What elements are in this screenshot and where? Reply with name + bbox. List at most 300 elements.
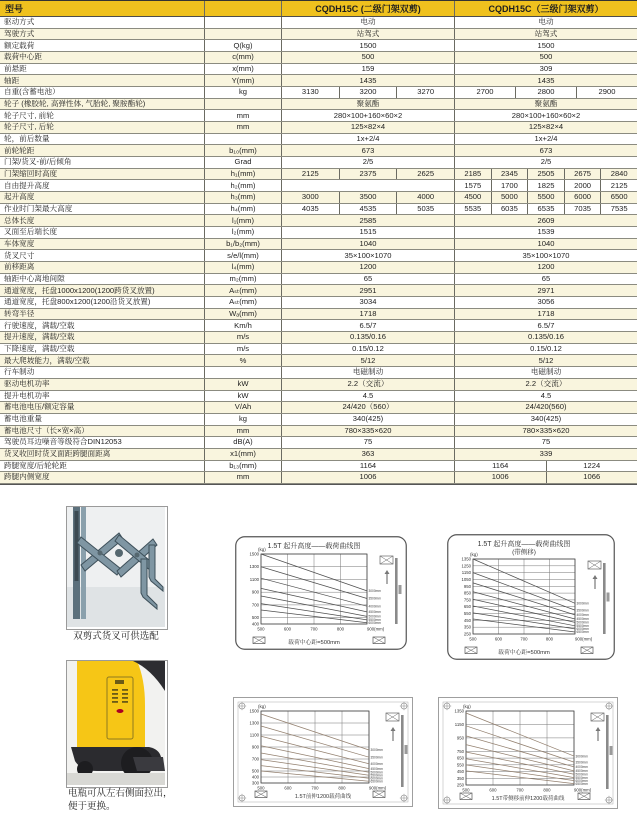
svg-text:1300: 1300 — [249, 720, 259, 726]
spec-row — [0, 355, 637, 367]
svg-text:1250: 1250 — [461, 563, 471, 569]
battery-illustration — [67, 661, 165, 785]
spec-unit: x1(mm) — [205, 449, 282, 460]
spec-value-b: 2.2（交流） — [525, 379, 567, 389]
svg-text:450: 450 — [463, 617, 471, 623]
spec-unit — [205, 29, 282, 40]
svg-text:700: 700 — [311, 785, 319, 791]
spec-subvalue: 3500 — [339, 192, 397, 203]
svg-text:(kg): (kg) — [258, 704, 266, 709]
spec-value-b — [455, 180, 637, 191]
spec-label: 驱动方式 — [0, 17, 205, 28]
load-curve-chart-4 — [438, 697, 618, 809]
spec-subvalue: 4000 — [396, 192, 454, 203]
svg-text:4000mm: 4000mm — [576, 613, 589, 618]
spec-value-a: 500 — [282, 52, 455, 63]
svg-text:600: 600 — [283, 626, 292, 632]
spec-label: 提升速度，满载/空载 — [0, 332, 205, 343]
svg-text:400: 400 — [251, 774, 259, 780]
svg-text:4000mm: 4000mm — [368, 604, 381, 609]
spec-value-b: 280×100+160×60×2 — [511, 110, 581, 120]
spec-value-a: 站驾式 — [282, 29, 455, 40]
spec-value-a: 2951 — [282, 285, 455, 296]
spec-value-a: 电磁制动 — [282, 367, 455, 378]
spec-subvalue: 2840 — [600, 169, 637, 180]
spec-subvalue: 4035 — [301, 203, 319, 213]
svg-text:1350: 1350 — [454, 708, 464, 714]
spec-subvalue: 2375 — [339, 169, 397, 180]
spec-unit: Y(mm) — [205, 75, 282, 86]
spec-label: 货叉尺寸 — [0, 250, 205, 261]
spec-value-b: 0.135/0.16 — [528, 332, 564, 342]
spec-label: 前轮轮距 — [0, 145, 205, 156]
svg-text:600: 600 — [284, 785, 292, 791]
svg-text:3500mm: 3500mm — [575, 760, 588, 765]
spec-value-a — [282, 204, 455, 215]
svg-text:4000mm: 4000mm — [370, 762, 383, 766]
spec-row — [0, 461, 637, 473]
spec-row — [0, 180, 637, 192]
spec-value-a: 0.15/0.12 — [282, 344, 455, 355]
spec-subvalue: 1006 — [491, 472, 509, 482]
svg-text:3000mm: 3000mm — [368, 589, 381, 594]
spec-row — [0, 75, 637, 87]
spec-subvalue: 2675 — [564, 169, 601, 180]
spec-value-a: 5/12 — [282, 355, 455, 366]
spec-row — [0, 99, 637, 111]
spec-unit: l₄(mm) — [205, 262, 282, 273]
svg-text:650: 650 — [456, 755, 464, 761]
spec-row — [0, 344, 637, 356]
spec-subvalue: 2505 — [527, 169, 564, 180]
spec-unit: mm — [205, 110, 282, 121]
spec-unit: x(mm) — [205, 64, 282, 75]
spec-row — [0, 426, 637, 438]
spec-row — [0, 169, 637, 181]
spec-unit: kg — [205, 87, 282, 98]
svg-text:550: 550 — [456, 762, 464, 768]
spec-row — [0, 64, 637, 76]
spec-label: 通道宽度，托盘1000x1200(1200跨货叉放置) — [0, 285, 205, 296]
spec-label: 通道宽度，托盘800x1200(1200沿货叉放置) — [0, 297, 205, 308]
spec-value-a: 1718 — [282, 309, 455, 320]
svg-text:450: 450 — [456, 769, 464, 775]
svg-text:6500mm: 6500mm — [370, 779, 383, 784]
spec-unit — [205, 367, 282, 378]
svg-text:1350: 1350 — [461, 556, 471, 562]
battery-photo — [66, 660, 168, 788]
svg-text:5000mm: 5000mm — [576, 620, 589, 625]
spec-row — [0, 367, 637, 379]
spec-unit: Aₛₜ(mm) — [205, 285, 282, 296]
spec-value-b: 2/5 — [540, 157, 552, 167]
spec-value-b: 24/420(560) — [525, 402, 567, 412]
svg-text:900(mm): 900(mm) — [574, 787, 592, 793]
spec-value-b: 2971 — [537, 285, 555, 295]
svg-text:3500mm: 3500mm — [576, 608, 589, 613]
spec-unit: Km/h — [205, 320, 282, 331]
svg-text:3000mm: 3000mm — [575, 754, 588, 759]
chart-caption: 载荷中心距=500mm — [288, 640, 340, 646]
spec-value-b: 65 — [541, 273, 551, 283]
spec-label: 蓄电池尺寸（长×宽×高） — [0, 426, 205, 437]
spec-unit: Grad — [205, 157, 282, 168]
spec-value-a: 4.5 — [282, 391, 455, 402]
spec-row — [0, 414, 637, 426]
spec-row — [0, 40, 637, 52]
spec-label: 作业时门架最大高度 — [0, 204, 205, 215]
spec-subvalue: 5035 — [396, 204, 454, 215]
spec-subvalue: 1164 — [492, 460, 509, 470]
spec-subvalue: 1224 — [546, 461, 637, 472]
spec-value-a: 363 — [282, 449, 455, 460]
spec-row — [0, 437, 637, 449]
spec-unit: m₂(mm) — [205, 274, 282, 285]
svg-text:300: 300 — [251, 780, 259, 786]
spec-subvalue: 2125 — [600, 180, 637, 191]
spec-label: 叉面至后端长度 — [0, 227, 205, 238]
spec-label: 行驶速度，满载/空载 — [0, 320, 205, 331]
spec-unit: s/e/l(mm) — [205, 250, 282, 261]
spec-row — [0, 239, 637, 251]
svg-text:1300: 1300 — [249, 564, 259, 570]
spec-value-a: 125×82×4 — [282, 122, 455, 133]
spec-row — [0, 110, 637, 122]
spec-label: 自重(含蓄电池） — [0, 87, 205, 98]
spec-subvalue: 4500 — [464, 192, 482, 202]
spec-row — [0, 87, 637, 99]
spec-unit: mm — [205, 122, 282, 133]
svg-text:600: 600 — [494, 636, 503, 642]
spec-label: 门架/货叉-前/后倾角 — [0, 157, 205, 168]
spec-value-b: 1539 — [537, 227, 555, 237]
svg-text:950: 950 — [456, 735, 464, 741]
spec-subvalue: 6535 — [527, 204, 564, 215]
svg-text:500: 500 — [257, 626, 265, 632]
model-header: 型号 — [0, 1, 205, 16]
spec-label: 前悬距 — [0, 64, 205, 75]
svg-text:5500mm: 5500mm — [576, 624, 589, 629]
spec-row — [0, 122, 637, 134]
spec-value-a: 聚氨酯 — [282, 99, 455, 110]
spec-value-a: 1200 — [282, 262, 455, 273]
spec-value-b: 1x+2/4 — [534, 133, 558, 143]
spec-value-a: 电动 — [282, 17, 455, 28]
spec-subvalue: 1825 — [527, 180, 564, 191]
spec-unit — [205, 99, 282, 110]
curve-top-left — [235, 536, 407, 650]
spec-subvalue: 5500 — [527, 192, 564, 203]
svg-text:900(mm): 900(mm) — [369, 785, 387, 791]
svg-text:5500mm: 5500mm — [368, 618, 381, 623]
svg-text:1100: 1100 — [249, 576, 259, 582]
spec-value-a: 2.2（交流） — [282, 379, 455, 390]
svg-text:(带侧移): (带侧移) — [512, 549, 536, 556]
svg-text:5000mm: 5000mm — [368, 614, 381, 619]
svg-text:900: 900 — [251, 744, 259, 750]
svg-text:6000mm: 6000mm — [370, 776, 383, 781]
svg-text:6500mm: 6500mm — [576, 630, 589, 635]
spec-subvalue: 7535 — [600, 204, 637, 215]
spec-unit: l₂(mm) — [205, 227, 282, 238]
svg-text:850: 850 — [463, 590, 471, 596]
spec-row — [0, 29, 637, 41]
svg-text:600: 600 — [489, 787, 497, 793]
svg-text:350: 350 — [463, 624, 471, 630]
svg-text:400: 400 — [251, 621, 259, 627]
spec-value-b: 1435 — [537, 75, 555, 85]
spec-value-b: 340(425) — [530, 414, 562, 424]
spec-unit: h₁(mm) — [205, 169, 282, 180]
svg-text:900(mm): 900(mm) — [575, 636, 593, 642]
svg-text:5500mm: 5500mm — [370, 773, 383, 778]
spec-label: 轴距 — [0, 75, 205, 86]
svg-text:900: 900 — [251, 589, 259, 595]
spec-subvalue: 1575 — [464, 180, 482, 190]
spec-unit: mm — [205, 426, 282, 437]
svg-text:700: 700 — [516, 787, 524, 793]
spec-label: 驱动电机功率 — [0, 379, 205, 390]
spec-label: 车体宽度 — [0, 239, 205, 250]
svg-text:4500mm: 4500mm — [368, 610, 381, 615]
svg-text:1.5T 起升高度——载荷曲线图: 1.5T 起升高度——载荷曲线图 — [477, 541, 571, 548]
svg-text:5000mm: 5000mm — [370, 770, 383, 775]
svg-text:6000mm: 6000mm — [576, 627, 589, 632]
spec-unit: h₃(mm) — [205, 192, 282, 203]
spec-subvalue: 1700 — [491, 180, 528, 191]
spec-subvalue: 2700 — [476, 87, 494, 97]
load-curve-chart-1 — [235, 536, 407, 650]
spec-row — [0, 320, 637, 332]
spec-value-b: 1040 — [537, 238, 555, 248]
svg-text:1500: 1500 — [249, 551, 259, 557]
spec-value-b: 聚氨酯 — [534, 98, 558, 108]
svg-text:1150: 1150 — [454, 721, 464, 727]
spec-label: 货叉收回时货叉面距跨腿面距离 — [0, 449, 205, 460]
photo2-caption-line2: 便于更换。 — [68, 801, 116, 812]
spec-subvalue: 5000 — [491, 192, 528, 203]
curve-bottom-left — [233, 697, 413, 807]
spec-unit: h₄(mm) — [205, 204, 282, 215]
spec-unit: mm — [205, 472, 282, 483]
svg-text:1150: 1150 — [461, 570, 471, 576]
spec-subvalue: 6000 — [564, 192, 601, 203]
spec-unit: Wₐ(mm) — [205, 309, 282, 320]
curve-bottom-right — [438, 697, 618, 809]
spec-row — [0, 402, 637, 414]
svg-text:700: 700 — [310, 626, 318, 632]
svg-text:4500mm: 4500mm — [576, 617, 589, 622]
spec-unit: kW — [205, 379, 282, 390]
spec-label: 轴距中心离地间隙 — [0, 274, 205, 285]
svg-text:1.5T 起升高度——载荷曲线图: 1.5T 起升高度——载荷曲线图 — [267, 543, 361, 550]
spec-value-b: 75 — [541, 437, 551, 447]
svg-text:500: 500 — [251, 615, 259, 621]
spec-label: 提升电机功率 — [0, 391, 205, 402]
spec-value-a: 1515 — [282, 227, 455, 238]
spec-row — [0, 134, 637, 146]
spec-row — [0, 379, 637, 391]
spec-label: 转弯半径 — [0, 309, 205, 320]
spec-value-b — [455, 204, 637, 215]
spec-value-b — [455, 461, 637, 472]
spec-label: 门架缩回时高度 — [0, 169, 205, 180]
load-curve-chart-2 — [447, 534, 615, 660]
spec-subvalue: 2125 — [301, 168, 319, 178]
spec-value-a — [282, 180, 455, 191]
spec-value-a: 75 — [282, 437, 455, 448]
spec-label: 载荷中心距 — [0, 52, 205, 63]
chart-caption: 载荷中心距=500mm — [498, 650, 550, 656]
spec-subvalue: 5535 — [464, 203, 482, 213]
svg-text:3000mm: 3000mm — [370, 748, 383, 753]
spec-subvalue: 3270 — [396, 87, 454, 98]
spec-value-a: 1x+2/4 — [282, 134, 455, 145]
svg-text:6000mm: 6000mm — [575, 778, 588, 783]
spec-value-a: 35×100×1070 — [282, 250, 455, 261]
spec-subvalue: 2345 — [491, 169, 528, 180]
svg-text:500: 500 — [251, 768, 259, 774]
svg-text:650: 650 — [463, 604, 471, 610]
spec-value-b — [455, 472, 637, 483]
spec-subvalue: 2800 — [515, 87, 576, 98]
spec-row — [0, 145, 637, 157]
svg-text:5500mm: 5500mm — [575, 775, 588, 780]
load-curve-chart-3 — [233, 697, 413, 807]
spec-subvalue: 6035 — [491, 204, 528, 215]
spec-unit: m/s — [205, 332, 282, 343]
spec-label: 行车制动 — [0, 367, 205, 378]
spec-row — [0, 227, 637, 239]
svg-text:800: 800 — [543, 787, 551, 793]
spec-value-b: 4.5 — [540, 390, 552, 400]
svg-text:700: 700 — [251, 756, 259, 762]
spec-value-b: 2609 — [537, 215, 555, 225]
spec-value-a — [282, 87, 455, 98]
spec-label: 最大爬坡能力，满载/空载 — [0, 355, 205, 366]
model-b-header: CQDH15C（三级门架双剪） — [488, 4, 604, 14]
spec-subvalue: 3130 — [301, 87, 319, 97]
spec-value-b: 站驾式 — [534, 28, 558, 38]
spec-unit: kW — [205, 391, 282, 402]
spec-unit: dB(A) — [205, 437, 282, 448]
svg-text:950: 950 — [463, 583, 471, 589]
spec-row — [0, 297, 637, 309]
unit-header — [205, 1, 282, 16]
svg-text:800: 800 — [545, 636, 554, 642]
spec-label: 蓄电池重量 — [0, 414, 205, 425]
spec-value-a: 780×335×620 — [282, 426, 455, 437]
svg-text:550: 550 — [463, 611, 471, 617]
spec-value-a: 159 — [282, 64, 455, 75]
spec-unit — [205, 134, 282, 145]
svg-text:1100: 1100 — [249, 732, 259, 738]
spec-row — [0, 472, 637, 484]
spec-row — [0, 332, 637, 344]
spec-value-a: 1006 — [282, 472, 455, 483]
spec-value-b — [455, 192, 637, 203]
spec-value-a — [282, 192, 455, 203]
spec-value-b: 673 — [539, 145, 553, 155]
svg-text:1050: 1050 — [461, 576, 471, 582]
photo2-caption-line1: 电瓶可从左右侧面拉出， — [68, 788, 173, 799]
scissor-fork-illustration — [67, 507, 165, 627]
svg-text:3500mm: 3500mm — [368, 596, 381, 601]
svg-text:6500mm: 6500mm — [575, 781, 588, 786]
spec-value-a: 340(425) — [282, 414, 455, 425]
spec-subvalue: 3000 — [301, 192, 319, 202]
spec-row — [0, 192, 637, 204]
spec-label: 下降速度，满载/空载 — [0, 344, 205, 355]
spec-value-b — [455, 87, 637, 98]
spec-row — [0, 274, 637, 286]
spec-value-b: 1200 — [537, 262, 555, 272]
svg-text:500: 500 — [469, 636, 477, 642]
spec-subvalue: 2900 — [576, 87, 637, 98]
svg-text:6000mm: 6000mm — [368, 620, 381, 625]
spec-subvalue: 4535 — [339, 204, 397, 215]
spec-unit: V/Ah — [205, 402, 282, 413]
svg-text:350: 350 — [456, 775, 464, 781]
spec-row — [0, 449, 637, 461]
svg-text:750: 750 — [456, 748, 464, 754]
spec-row — [0, 285, 637, 297]
spec-row — [0, 157, 637, 169]
spec-unit: m/s — [205, 344, 282, 355]
machine-body — [77, 661, 145, 747]
chart-title: 1.5T带侧移前伸1200载荷曲线 — [491, 796, 565, 802]
svg-text:1500: 1500 — [249, 708, 259, 714]
spec-row — [0, 309, 637, 321]
spec-label: 驾驶方式 — [0, 29, 205, 40]
spec-label: 额定载荷 — [0, 40, 205, 51]
spec-label: 轮子尺寸, 后轮 — [0, 122, 205, 133]
spec-value-b: 125×82×4 — [528, 122, 564, 132]
svg-text:500: 500 — [462, 787, 470, 793]
spec-subvalue: 2185 — [464, 168, 482, 178]
svg-text:4000mm: 4000mm — [575, 765, 588, 770]
spec-value-a: 673 — [282, 145, 455, 156]
spec-value-b: 电磁制动 — [530, 367, 562, 377]
spec-value-b: 500 — [539, 52, 553, 62]
spec-value-b — [455, 169, 637, 180]
spec-value-b: 6.5/7 — [537, 320, 555, 330]
spec-value-a: 24/420（560） — [282, 402, 455, 413]
spec-row — [0, 250, 637, 262]
spec-value-b: 0.15/0.12 — [530, 344, 562, 353]
photo2-caption — [68, 787, 208, 813]
spec-value-a: 1040 — [282, 239, 455, 250]
scissor-fork-photo — [66, 506, 168, 630]
svg-text:250: 250 — [456, 782, 464, 788]
spec-value-b: 1718 — [537, 308, 555, 318]
spec-label: 轮子尺寸, 前轮 — [0, 110, 205, 121]
spec-unit — [205, 17, 282, 28]
spec-unit: c(mm) — [205, 52, 282, 63]
spec-value-b: 5/12 — [538, 355, 554, 365]
spec-label: 轮，前后数量 — [0, 134, 205, 145]
spec-value-b: 电动 — [538, 17, 554, 27]
svg-text:(kg): (kg) — [258, 547, 266, 552]
spec-value-b: 780×335×620 — [522, 425, 570, 435]
spec-row — [0, 215, 637, 227]
spec-unit: h₂(mm) — [205, 180, 282, 191]
svg-text:900(mm): 900(mm) — [367, 626, 385, 632]
curve-top-right — [447, 534, 615, 660]
svg-text:3000mm: 3000mm — [576, 601, 589, 606]
spec-row — [0, 52, 637, 64]
photo1-caption: 双剪式货叉可供选配 — [73, 631, 159, 642]
